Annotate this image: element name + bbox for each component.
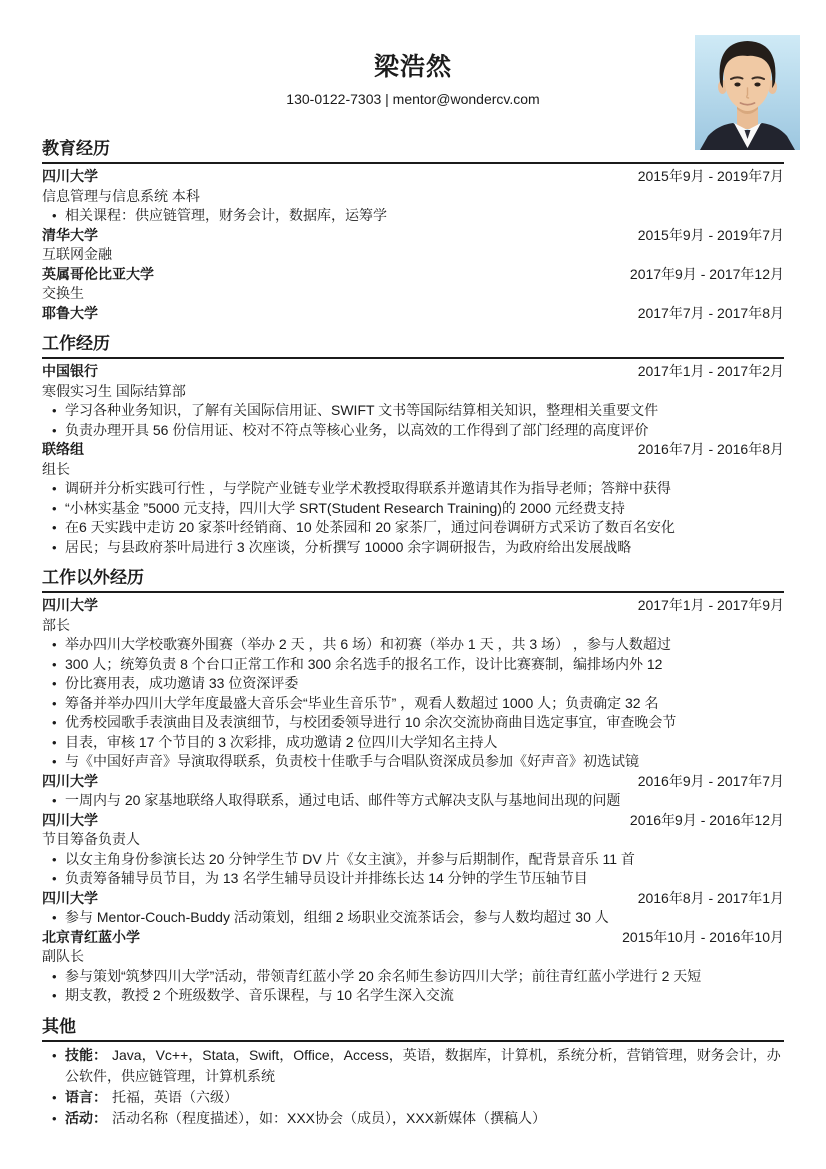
extracurricular-entry — [42, 596, 784, 772]
bullet-text: 期支教，教授 2 个班级数学、音乐课程，与 10 名学生深入交流 — [65, 987, 454, 1003]
portrait-photo — [695, 35, 800, 150]
entry-subtitle: 寒假实习生 国际结算部 — [42, 382, 186, 399]
bullet-icon: • — [52, 910, 57, 925]
other-item-label: 语言： — [65, 1088, 107, 1105]
bullet-text: 以女主角身份参演长达 20 分钟学生节 DV 片《女主演》，并参与后期制作，配背景音乐 11 首 — [65, 850, 635, 867]
education-entry — [42, 304, 784, 324]
bullet-item — [42, 206, 784, 226]
entry-date: 2016年9月 - 2017年7月 — [637, 772, 784, 789]
bullet-text: 举办四川大学校歌赛外围赛（举办 2 天 ，共 6 场）和初赛（举办 1 天 ，共 3 场） ，参与人数超过 — [65, 636, 671, 652]
section-other — [42, 1016, 784, 1129]
entry-subtitle: 信息管理与信息系统 本科 — [42, 187, 200, 204]
education-entry — [42, 167, 784, 226]
bullet-icon: • — [52, 695, 57, 711]
bullet-text: 参与 Mentor-Couch-Buddy 活动策划，组细 2 场职业交流茶话会，参与人数均超过 30 人 — [65, 909, 609, 925]
other-item-text: 托福，英语（六级） — [112, 1088, 238, 1105]
entry-date: 2015年9月 - 2019年7月 — [637, 226, 784, 243]
bullet-icon: • — [52, 481, 57, 496]
bullet-icon: • — [52, 715, 57, 730]
bullet-text: 份比赛用表，成功邀请 33 位资深评委 — [65, 675, 299, 691]
bullet-text: “小林实基金 ”5000 元支持，四川大学 SRT(Student Research Training)的 2000 元经费支持 — [65, 499, 625, 516]
education-entry — [42, 226, 784, 265]
bullet-icon: • — [52, 754, 57, 769]
entry-org: 中国银行 — [42, 363, 98, 379]
section-title: 教育经历 — [42, 138, 784, 164]
contact-line: 130-0122-7303 | mentor@wondercv.com — [286, 91, 540, 107]
bullet-item — [42, 635, 784, 655]
bullet-item — [42, 850, 784, 870]
bullet-text: 在6 天实践中走访 20 家茶叶经销商、10 处茶园和 20 家茶厂，通过问卷调研方式采访了数百名安化 — [65, 519, 675, 535]
entry-date: 2017年1月 - 2017年2月 — [637, 363, 784, 379]
bullet-icon: • — [52, 520, 57, 535]
entry-org: 四川大学 — [42, 168, 98, 184]
entry-org: 北京青红蓝小学 — [42, 928, 140, 945]
bullet-icon: • — [52, 500, 57, 516]
bullet-text: 参与策划“筑梦四川大学”活动，带领青红蓝小学 20 余名师生参访四川大学；前往青红蓝小学进行 2 天短 — [65, 967, 702, 984]
bullet-item — [42, 479, 784, 499]
entry-org: 四川大学 — [42, 889, 98, 906]
entry-date: 2015年10月 - 2016年10月 — [622, 928, 784, 945]
bullet-item — [42, 713, 784, 733]
extracurricular-entry — [42, 772, 784, 811]
section-title: 工作以外经历 — [42, 567, 784, 593]
entry-date: 2015年9月 - 2019年7月 — [637, 168, 784, 184]
entry-org: 四川大学 — [42, 597, 98, 613]
bullet-item — [42, 499, 784, 519]
entry-date: 2016年7月 - 2016年8月 — [637, 441, 784, 457]
bullet-item — [42, 791, 784, 811]
entry-org: 联络组 — [42, 441, 84, 457]
bullet-item — [42, 401, 784, 421]
entry-subtitle: 互联网金融 — [42, 246, 112, 262]
entry-org: 四川大学 — [42, 811, 98, 828]
bullet-icon: • — [52, 1089, 57, 1105]
bullet-item — [42, 518, 784, 538]
page-title: 梁浩然 — [373, 53, 452, 81]
bullet-icon: • — [52, 988, 57, 1003]
education-entry — [42, 265, 784, 304]
bullet-icon: • — [52, 871, 57, 886]
bullet-text: 居民；与县政府茶叶局进行 3 次座谈，分析撰写 10000 余字调研报告，为政府给出发展战略 — [65, 538, 632, 555]
entry-org: 耶鲁大学 — [42, 304, 98, 321]
entry-subtitle: 组长 — [42, 460, 70, 477]
bullet-item — [42, 674, 784, 694]
entry-date: 2016年9月 - 2016年12月 — [629, 811, 784, 828]
bullet-icon: • — [52, 656, 57, 672]
bullet-item — [42, 869, 784, 889]
bullet-icon: • — [52, 1047, 57, 1063]
section-title: 工作经历 — [42, 333, 784, 359]
entry-date: 2016年8月 - 2017年1月 — [637, 889, 784, 906]
extracurricular-entry — [42, 889, 784, 928]
bullet-text: 一周内与 20 家基地联络人取得联系，通过电话、邮件等方式解决支队与基地间出现的问题 — [65, 792, 621, 808]
bullet-text: 与《中国好声音》导演取得联系，负责校十佳歌手与合唱队资深成员参加《好声音》初选试镜 — [65, 753, 639, 769]
entry-org: 四川大学 — [42, 772, 98, 789]
bullet-text: 学习各种业务知识，了解有关国际信用证、SWIFT 文书等国际结算相关知识，整理相关重要文件 — [65, 402, 659, 418]
section-work — [42, 333, 784, 557]
bullet-item — [42, 421, 784, 441]
other-item-activities — [42, 1108, 784, 1129]
bullet-item — [42, 752, 784, 772]
entry-org: 英属哥伦比亚大学 — [42, 265, 154, 282]
entry-date: 2017年1月 - 2017年9月 — [637, 597, 784, 613]
work-entry — [42, 362, 784, 440]
work-entry — [42, 440, 784, 557]
bullet-icon: • — [52, 734, 57, 750]
bullet-item — [42, 538, 784, 558]
bullet-text: 优秀校园歌手表演曲目及表演细节，与校团委领导进行 10 余次交流协商曲目选定事宜，审查晚会节 — [65, 714, 677, 730]
bullet-item — [42, 967, 784, 987]
bullet-item — [42, 908, 784, 928]
bullet-item — [42, 694, 784, 714]
other-item-text: Java，Vc++，Stata，Swift，Office，Access，英语，数据库，计算机，系统分析，营销管理，财务会计，办公软件，供应链管理，计算机系统 — [65, 1046, 781, 1084]
entry-subtitle: 副队长 — [42, 948, 84, 964]
other-item-text: 活动名称（程度描述），如：XXX协会（成员），XXX新媒体（撰稿人） — [112, 1109, 547, 1126]
bullet-icon: • — [52, 676, 57, 691]
extracurricular-entry — [42, 811, 784, 889]
bullet-icon: • — [52, 208, 57, 223]
other-item-label: 技能： — [65, 1046, 107, 1063]
entry-org: 清华大学 — [42, 226, 98, 243]
bullet-item — [42, 986, 784, 1006]
section-extracurricular — [42, 567, 784, 1006]
bullet-icon: • — [52, 539, 57, 555]
entry-date: 2017年9月 - 2017年12月 — [629, 265, 784, 282]
bullet-text: 负责办理开具 56 份信用证、校对不符点等核心业务，以高效的工作得到了部门经理的高度评价 — [65, 421, 649, 438]
bullet-text: 目表，审核 17 个节目的 3 次彩排，成功邀请 2 位四川大学知名主持人 — [65, 733, 498, 750]
entry-subtitle: 交换生 — [42, 285, 84, 301]
bullet-icon: • — [52, 403, 57, 418]
bullet-icon: • — [52, 968, 57, 984]
bullet-icon: • — [52, 637, 57, 652]
section-education — [42, 138, 784, 323]
bullet-icon: • — [52, 793, 57, 808]
entry-date: 2017年7月 - 2017年8月 — [637, 304, 784, 321]
bullet-text: 相关课程：供应链管理，财务会计，数据库，运筹学 — [65, 207, 387, 223]
bullet-icon: • — [52, 1110, 57, 1126]
other-item-languages — [42, 1087, 784, 1108]
other-item-skills — [42, 1045, 784, 1087]
extracurricular-entry — [42, 928, 784, 1006]
section-title: 其他 — [42, 1016, 784, 1042]
bullet-item — [42, 733, 784, 753]
bullet-icon: • — [52, 422, 57, 438]
other-item-label: 活动： — [65, 1109, 107, 1126]
bullet-text: 300 人；统筹负责 8 个台口正常工作和 300 余名选手的报名工作，设计比赛赛制，编排场内外 12 — [65, 655, 663, 672]
entry-subtitle: 部长 — [42, 616, 70, 633]
bullet-icon: • — [52, 851, 57, 867]
entry-subtitle: 节目筹备负责人 — [42, 831, 140, 847]
bullet-text: 负责筹备辅导员节目，为 13 名学生辅导员设计并排练长达 14 分钟的学生节压轴节目 — [65, 870, 588, 886]
bullet-text: 调研并分析实践可行性 ，与学院产业链专业学术教授取得联系并邀请其作为指导老师；答辩中获得 — [65, 480, 671, 496]
bullet-text: 筹备并举办四川大学年度最盛大音乐会“毕业生音乐节” ，观看人数超过 1000 人；负责确定 32 名 — [65, 694, 659, 711]
bullet-item — [42, 655, 784, 675]
